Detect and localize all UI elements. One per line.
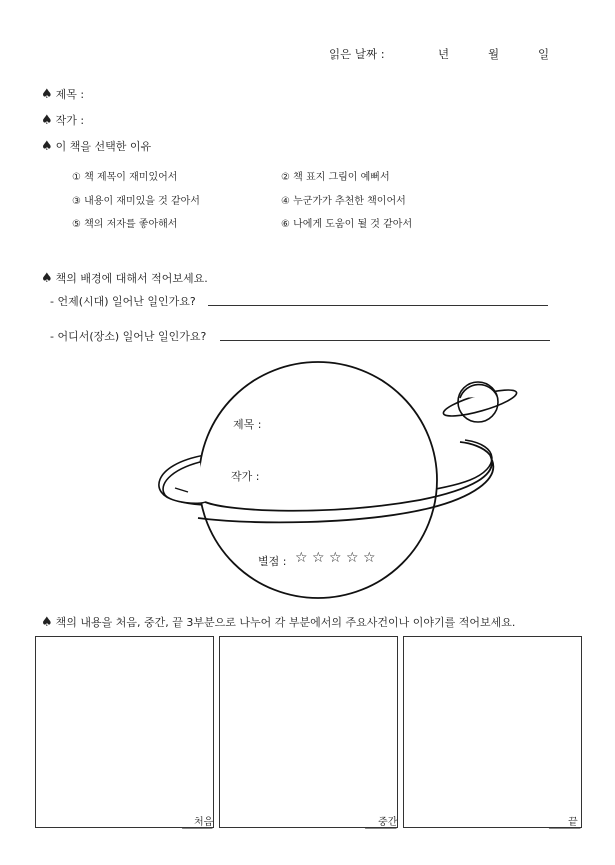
spade-icon: ♠ — [41, 87, 53, 102]
planet-title-label: 제목 : — [233, 418, 262, 431]
background-heading-text: 책의 배경에 대해서 적어보세요. — [55, 272, 208, 285]
summary-heading — [41, 614, 515, 630]
spade-icon: ♠ — [41, 139, 53, 154]
reason-option-6[interactable]: ⑥ 나에게 도움이 될 것 같아서 — [281, 219, 413, 230]
summary-box-end-label: 끝 — [568, 817, 578, 828]
title-label: 제목 : — [55, 88, 85, 101]
summary-heading-text: 책의 내용을 처음, 중간, 끝 3부분으로 나누어 각 부분에서의 주요사건이나 이야기를 적어보세요. — [55, 616, 516, 629]
rating-stars[interactable]: ☆ ☆ ☆ ☆ ☆ — [295, 550, 376, 566]
author-label: 작가 : — [55, 114, 85, 127]
reason-option-1[interactable]: ① 책 제목이 재미있어서 — [72, 172, 178, 183]
date-label: 읽은 날짜 : — [329, 47, 385, 61]
summary-box-beginning[interactable] — [35, 636, 214, 828]
summary-box-beginning-label: 처음 — [194, 817, 214, 828]
date-day: 일 — [538, 47, 550, 61]
when-question: - 언제(시대) 일어난 일인가요? — [50, 295, 196, 308]
where-question: - 어디서(장소) 일어난 일인가요? — [50, 330, 207, 343]
date-month: 월 — [488, 47, 500, 61]
rating-label: 별점 : — [258, 555, 287, 568]
spade-icon: ♠ — [41, 113, 53, 128]
summary-box-middle[interactable] — [219, 636, 398, 828]
reason-label: 이 책을 선택한 이유 — [55, 140, 152, 153]
summary-box-end[interactable] — [403, 636, 582, 828]
spade-icon: ♠ — [41, 271, 53, 286]
summary-box-middle-label: 중간 — [378, 817, 398, 828]
reason-option-5[interactable]: ⑤ 책의 저자를 좋아해서 — [72, 219, 178, 230]
planet-author-label: 작가 : — [231, 470, 260, 483]
reason-option-3[interactable]: ③ 내용이 재미있을 것 같아서 — [72, 196, 200, 207]
reason-option-4[interactable]: ④ 누군가가 추천한 책이어서 — [281, 196, 406, 207]
reason-option-2[interactable]: ② 책 표지 그림이 예뻐서 — [281, 172, 390, 183]
date-year: 년 — [438, 47, 450, 61]
spade-icon: ♠ — [41, 615, 53, 630]
